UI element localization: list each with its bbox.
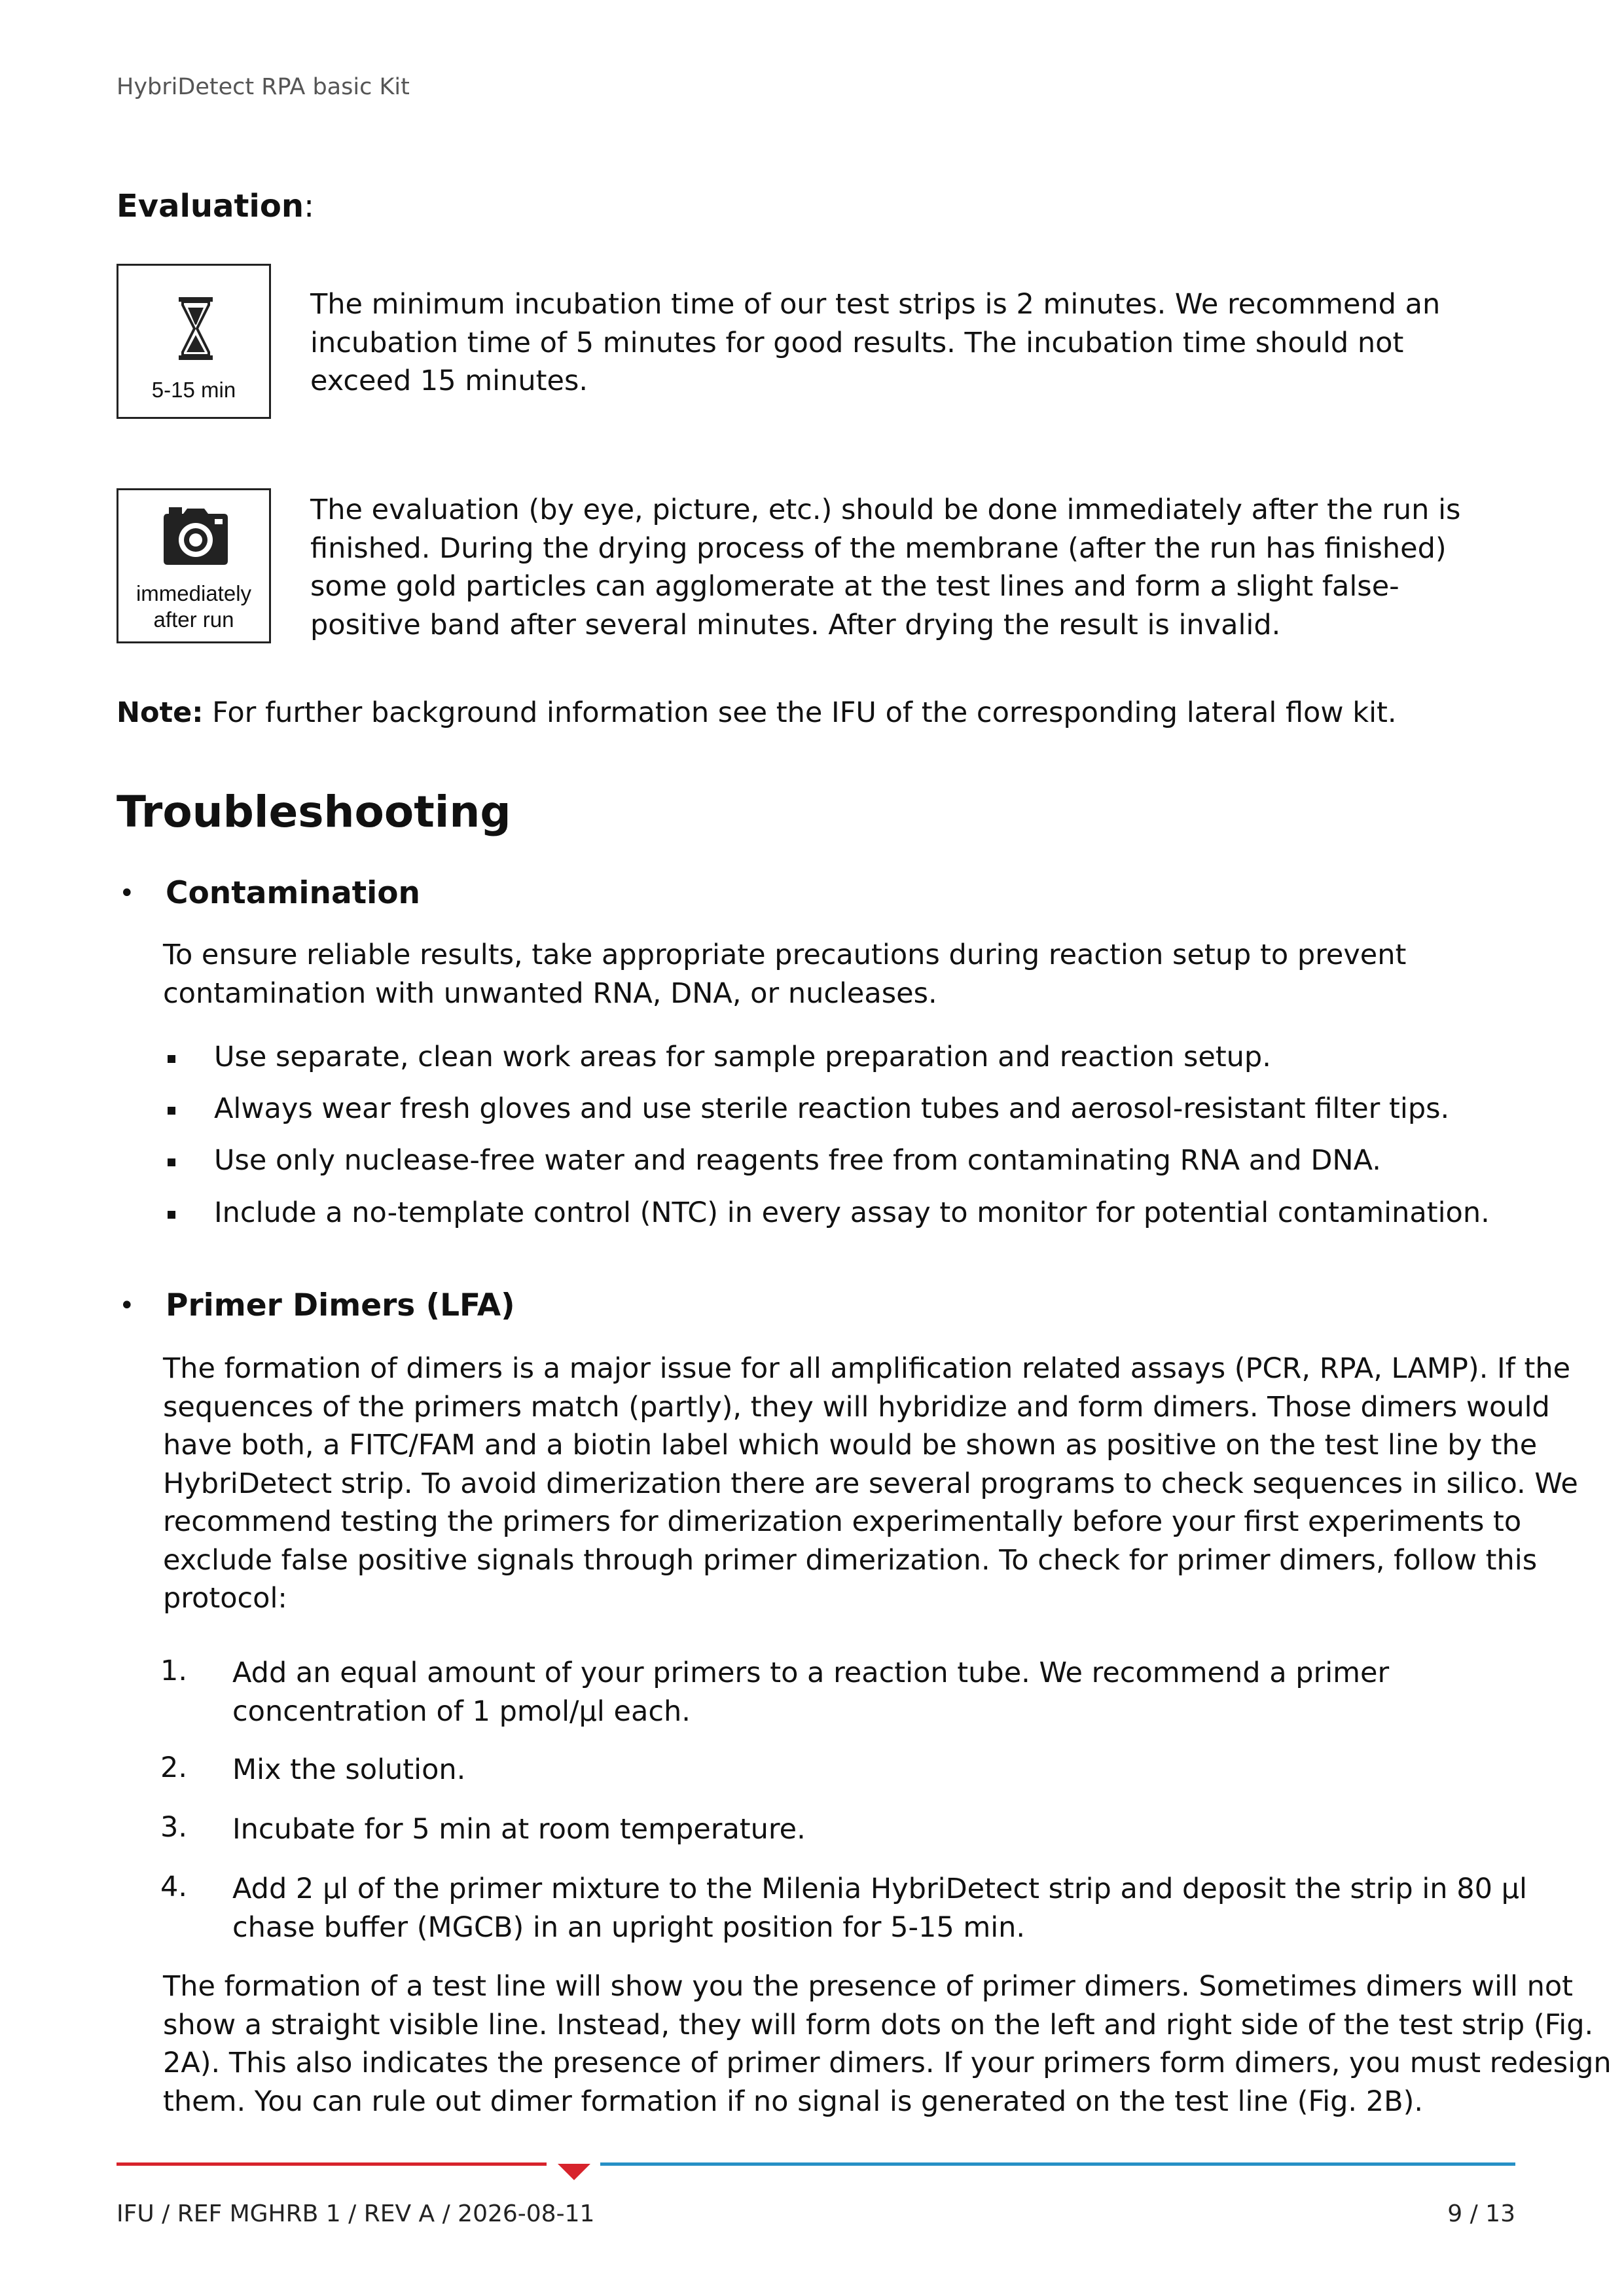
incubation-time-caption: 5-15 min [151,378,236,402]
note-label: Note: [117,696,204,729]
contamination-bullet: • [119,878,135,908]
list-bullet-square [168,1107,175,1115]
list-bullet-square [168,1055,175,1063]
primer-outro-line-4: them. You can rule out dimer formation if no signal is generated on the test line (Fig. 2B). [163,2085,1424,2118]
incubation-time-icon-box [117,264,271,419]
step-2-text: Mix the solution. [232,1753,466,1786]
contamination-item-4: Include a no-template control (NTC) in every assay to monitor for potential contamination. [214,1196,1490,1229]
step-1-line-2: concentration of 1 pmol/µl each. [232,1695,691,1728]
step-4-line-1: Add 2 µl of the primer mixture to the Milenia HybriDetect strip and deposit the strip in 80 µl [232,1873,1527,1905]
footer-rule-blue [600,2162,1515,2166]
primer-intro-line-7: protocol: [163,1582,287,1615]
evaluation-line-4: positive band after several minutes. After drying the result is invalid. [310,608,1281,641]
troubleshooting-heading: Troubleshooting [117,787,511,837]
footer-document-reference: IFU / REF MGHRB 1 / REV A / 2026-08-11 [117,2200,595,2227]
step-number-1: 1. [160,1655,188,1687]
incubation-line-2: incubation time of 5 minutes for good results. The incubation time should not [310,326,1404,359]
primer-intro-line-2: sequences of the primers match (partly), they will hybridize and form dimers. Those dimers would [163,1390,1550,1424]
primer-intro-line-4: HybriDetect strip. To avoid dimerization there are several programs to check sequences in silico. We [163,1467,1578,1500]
evaluation-heading [117,188,314,224]
step-number-4: 4. [160,1871,188,1903]
primer-dimers-bullet: • [119,1291,135,1321]
contamination-item-1: Use separate, clean work areas for sample preparation and reaction setup. [214,1041,1271,1073]
evaluation-timing-caption-line-2: after run [153,607,234,632]
step-4-line-2: chase buffer (MGCB) in an upright position for 5-15 min. [232,1910,1026,1944]
primer-intro-line-1: The formation of dimers is a major issue for all amplification related assays (PCR, RPA, LAMP). If the [163,1352,1571,1385]
evaluation-heading-text: Evaluation [117,188,304,224]
note-paragraph [117,694,1397,732]
note-text: For further background information see the IFU of the corresponding lateral flow kit. [203,696,1397,729]
step-number-2: 2. [160,1751,188,1784]
primer-intro-line-3: have both, a FITC/FAM and a biotin label which would be shown as positive on the test line by the [163,1429,1538,1462]
contamination-heading: Contamination [166,875,421,911]
footer-triangle-marker [558,2164,590,2180]
list-bullet-square [168,1211,175,1219]
evaluation-heading-colon: : [304,188,315,224]
step-1-text [232,1654,1389,1731]
list-bullet-square [168,1158,175,1166]
contamination-intro-line-1: To ensure reliable results, take appropriate precautions during reaction setup to prevent [163,939,1407,971]
primer-dimers-heading: Primer Dimers (LFA) [166,1287,515,1323]
contamination-item-2: Always wear fresh gloves and use sterile reaction tubes and aerosol-resistant filter tips. [214,1092,1450,1125]
evaluation-line-2: finished. During the drying process of the membrane (after the run has finished) [310,531,1447,565]
evaluation-timing-icon-box [117,488,271,643]
evaluation-timing-text [310,491,1460,644]
contamination-intro-line-2: contamination with unwanted RNA, DNA, or nucleases. [163,977,937,1010]
footer-page-number: 9 / 13 [1447,2200,1515,2227]
evaluation-timing-caption-line-1: immediately [135,581,252,605]
incubation-line-1: The minimum incubation time of our test strips is 2 minutes. We recommend an [310,288,1441,321]
document-header-title: HybriDetect RPA basic Kit [117,74,410,100]
primer-outro-line-1: The formation of a test line will show you the presence of primer dimers. Sometimes dimers will not [163,1970,1574,2003]
step-4-text [232,1870,1527,1946]
primer-dimers-intro [163,1350,1578,1618]
contamination-item-3: Use only nuclease-free water and reagents free from contaminating RNA and DNA. [214,1144,1381,1177]
evaluation-line-1: The evaluation (by eye, picture, etc.) should be done immediately after the run is [310,493,1461,526]
step-number-3: 3. [160,1811,188,1844]
footer-rule-red [117,2162,547,2166]
primer-intro-line-6: exclude false positive signals through primer dimerization. To check for primer dimers, follow this [163,1543,1538,1577]
primer-outro-line-3: 2A). This also indicates the presence of primer dimers. If your primers form dimers, you must redesign [163,2047,1612,2079]
incubation-time-text [310,285,1440,401]
step-3-text: Incubate for 5 min at room temperature. [232,1813,806,1846]
primer-intro-line-5: recommend testing the primers for dimerization experimentally before your first experiments to [163,1505,1522,1538]
contamination-intro [163,936,1406,1013]
evaluation-line-3: some gold particles can agglomerate at the test lines and form a slight false- [310,570,1399,603]
step-1-line-1: Add an equal amount of your primers to a reaction tube. We recommend a primer [232,1657,1390,1689]
primer-outro-line-2: show a straight visible line. Instead, they will form dots on the left and right side of the test strip (Fig. [163,2008,1594,2041]
primer-dimers-outro [163,1967,1612,2121]
hourglass-icon [175,296,217,361]
incubation-line-3: exceed 15 minutes. [310,365,588,397]
camera-icon [160,503,232,569]
